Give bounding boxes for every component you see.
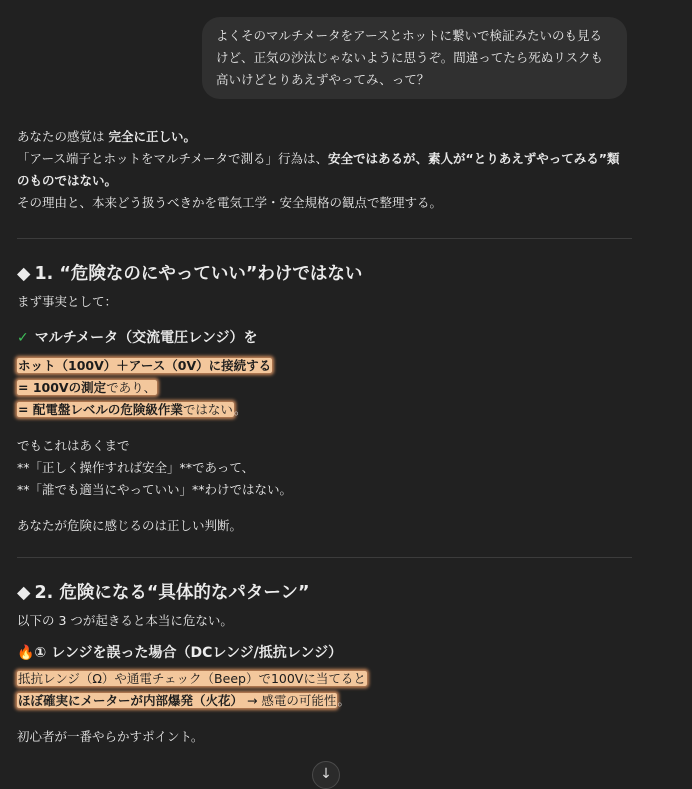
- paragraph-line: でもこれはあくまで: [17, 438, 130, 453]
- subsection-title: マルチメータ（交流電圧レンジ）を: [34, 330, 258, 346]
- subsection-heading: [17, 642, 632, 664]
- highlighted-text: であり、: [106, 380, 157, 395]
- diamond-icon: ◆: [17, 264, 31, 284]
- highlighted-text: = 100Vの測定: [18, 380, 107, 395]
- assistant-response: [17, 126, 632, 748]
- punctuation: 。: [337, 693, 350, 708]
- section-lead: 以下の 3 つが起きると本当に危ない。: [17, 613, 233, 628]
- intro-bold: 完全に正しい。: [108, 129, 196, 144]
- fire-icon: 🔥①: [17, 645, 47, 661]
- highlighted-text: ほぼ確実にメーターが内部爆発（火花）: [18, 693, 244, 708]
- intro-text: あなたの感覚は: [17, 129, 109, 144]
- scroll-down-button[interactable]: [312, 761, 340, 789]
- paragraph-line: **「誰でも適当にやっていい」**わけではない。: [17, 482, 293, 497]
- section-heading: [17, 261, 632, 287]
- user-message-line: よくそのマルチメータをアースとホットに繋いで検証みたいのも見る: [216, 28, 603, 43]
- paragraph-line: 初心者が一番やらかすポイント。: [17, 729, 204, 744]
- highlighted-text: → 感電の可能性: [243, 693, 337, 708]
- highlight-line: [17, 668, 632, 690]
- arrow-down-icon: ↓: [320, 766, 332, 782]
- section-heading: [17, 580, 632, 606]
- subsection-title: レンジを誤った場合（DCレンジ/抵抗レンジ）: [51, 645, 343, 661]
- section-title: 2. 危険になる“具体的なパターン”: [34, 583, 310, 603]
- section-title: 1. “危険なのにやっていい”わけではない: [34, 264, 363, 284]
- intro-line: のものではない。: [17, 173, 118, 188]
- highlight-line: [17, 399, 632, 421]
- intro-line: [17, 126, 632, 148]
- paragraph-line: **「正しく操作すれば安全」**であって、: [17, 460, 255, 475]
- user-message-bubble: [202, 17, 627, 99]
- punctuation: 。: [233, 402, 247, 417]
- highlight-line: [17, 355, 632, 377]
- highlighted-text: = 配電盤レベルの危険級作業: [18, 402, 183, 417]
- highlighted-text: ホット（100V）＋アース（0V）に接続する: [18, 358, 272, 373]
- highlight-line: [17, 690, 632, 712]
- highlighted-text: ではない: [182, 402, 233, 417]
- user-message-line: けど、正気の沙汰じゃないように思うぞ。間違ってたら死ぬリスクも: [216, 50, 604, 65]
- section-lead: まず事実として：: [17, 294, 118, 309]
- intro-bold: 安全ではあるが、素人が“とりあえずやってみる”類: [328, 151, 620, 166]
- check-icon: ✓: [17, 330, 29, 346]
- user-message-line: 高いけどとりあえずやってみ、って？: [216, 72, 430, 87]
- intro-text: 「アース端子とホットをマルチメータで測る」行為は、: [17, 151, 329, 166]
- highlighted-text: 抵抗レンジ（Ω）や通電チェック（Beep）で100Vに当てると: [18, 671, 366, 686]
- subsection-heading: [17, 327, 632, 349]
- highlight-line: [17, 377, 632, 399]
- paragraph-line: あなたが危険に感じるのは正しい判断。: [17, 518, 243, 533]
- intro-line: [17, 148, 632, 170]
- intro-line: その理由と、本来どう扱うべきかを電気工学・安全規格の観点で整理する。: [17, 195, 443, 210]
- diamond-icon: ◆: [17, 583, 31, 603]
